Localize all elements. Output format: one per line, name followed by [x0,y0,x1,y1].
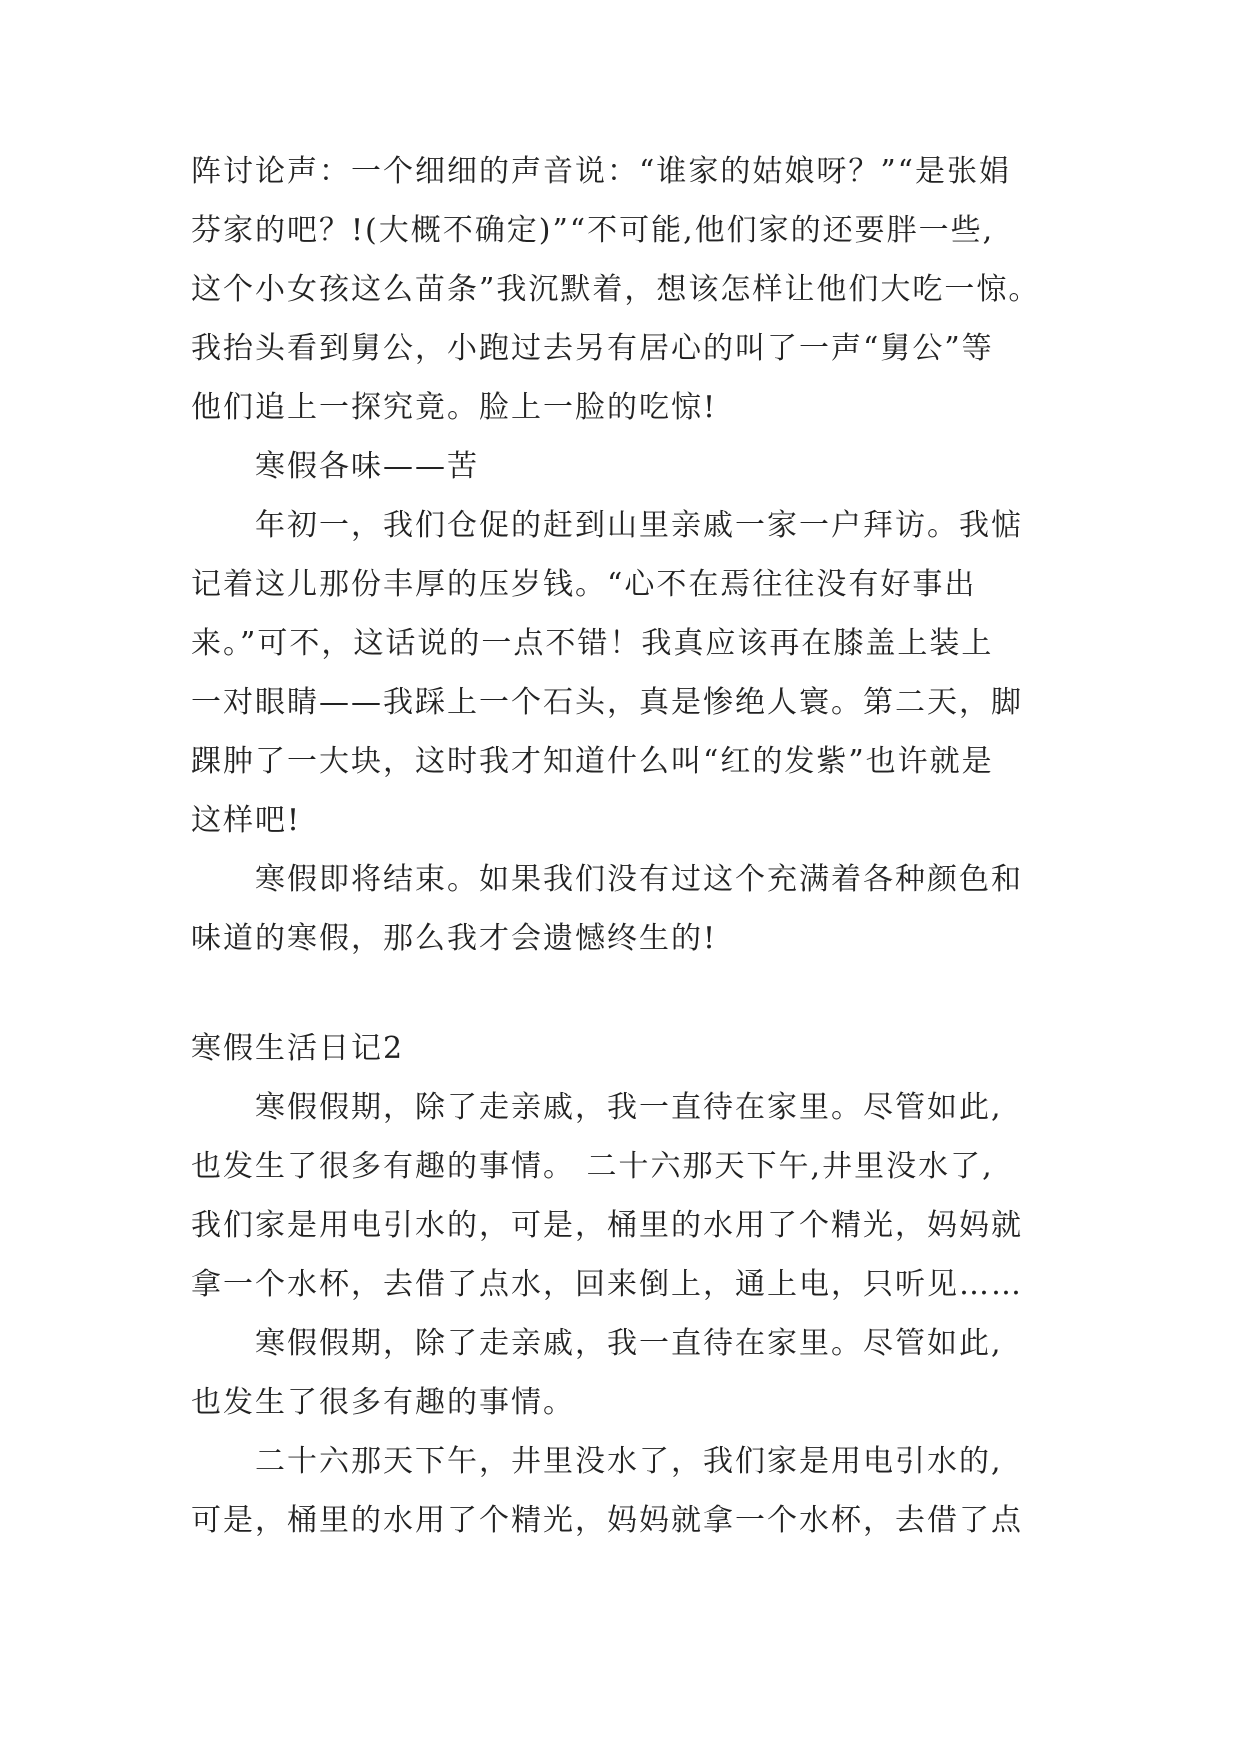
diary-heading: 寒假生活日记2 [191,1031,405,1066]
text-line: 踝肿了一大块，这时我才知道什么叫“红的发紫”也许就是 [191,744,994,779]
paragraph-diary-water [191,1432,1061,1550]
paragraph-diary-summary [191,1078,1061,1314]
text-line: 来。”可不，这话说的一点不错！我真应该再在膝盖上装上 [191,626,994,661]
section-subheading [191,437,1061,496]
text-line: 一对眼睛——我踩上一个石头，真是惨绝人寰。第二天，脚 [191,685,1023,720]
text-line: 拿一个水杯，去借了点水，回来倒上，通上电，只听见…… [191,1267,1023,1302]
subheading-text: 寒假各味——苦 [255,449,479,484]
text-line: 寒假即将结束。如果我们没有过这个充满着各种颜色和 [255,862,1023,897]
text-line: 芬家的吧？!(大概不确定)”“不可能,他们家的还要胖一些, [191,213,995,248]
text-line: 阵讨论声：一个细细的声音说：“谁家的姑娘呀？”“是张娟 [191,154,1012,189]
paragraph-new-year [191,496,1061,850]
text-line: 味道的寒假，那么我才会遗憾终生的! [191,921,718,956]
text-line: 年初一，我们仓促的赶到山里亲戚一家一户拜访。我惦 [255,508,1023,543]
text-line: 我们家是用电引水的，可是，桶里的水用了个精光，妈妈就 [191,1208,1023,1243]
paragraph-conversation [191,142,1061,437]
text-line: 这样吧! [191,803,302,838]
paragraph-diary-intro [191,1314,1061,1432]
text-line: 我抬头看到舅公，小跑过去另有居心的叫了一声“舅公”等 [191,331,994,366]
text-line: 记着这儿那份丰厚的压岁钱。“心不在焉往往没有好事出 [191,567,977,602]
text-line: 二十六那天下午，井里没水了，我们家是用电引水的, [255,1444,1003,1479]
paragraph-ending [191,850,1061,968]
text-line: 可是，桶里的水用了个精光，妈妈就拿一个水杯，去借了点 [191,1503,1023,1538]
text-line: 也发生了很多有趣的事情。 [191,1385,575,1420]
text-line: 他们追上一探究竟。脸上一脸的吃惊! [191,390,718,425]
text-line: 也发生了很多有趣的事情。 二十六那天下午,井里没水了, [191,1149,994,1184]
text-line: 这个小女孩这么苗条”我沉默着，想该怎样让他们大吃一惊。 [191,272,1041,307]
text-line: 寒假假期，除了走亲戚，我一直待在家里。尽管如此, [255,1090,1003,1125]
text-line: 寒假假期，除了走亲戚，我一直待在家里。尽管如此, [255,1326,1003,1361]
